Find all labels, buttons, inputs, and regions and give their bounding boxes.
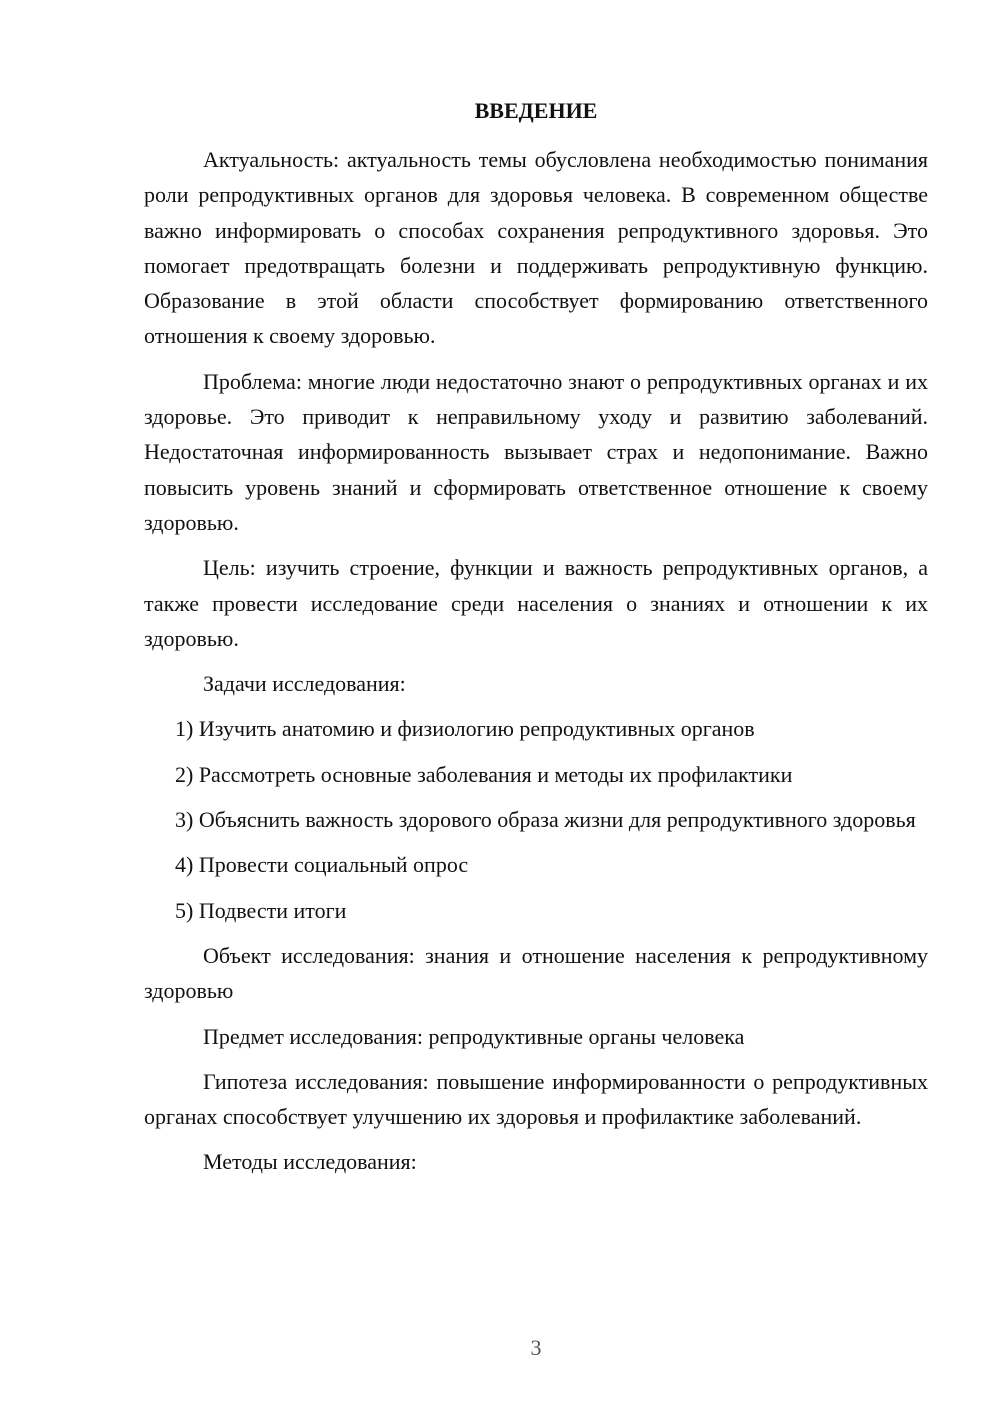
paragraph-subject: Предмет исследования: репродуктивные органы человека: [203, 1023, 745, 1049]
section-title: ВВЕДЕНИЕ: [474, 98, 598, 123]
paragraph-object: Объект исследования: знания и отношение населения к репродуктивному здоровью: [144, 942, 928, 1004]
paragraph-problem: Проблема: многие люди недостаточно знают о репродуктивных органах и их здоровье. Это приводит к неправильному уходу и развитию заболеваний. Недостаточная информированность вызывает страх и недопонимание. Важно повысить уровень знаний и сформировать ответственное отношение к своему здоровью.: [144, 368, 928, 535]
page-number: 3: [530, 1335, 542, 1360]
paragraph-relevance: Актуальность: актуальность темы обусловлена необходимостью понимания роли репродуктивных органов для здоровья человека. В современном обществе важно информировать о способах сохранения репродуктивного здоровья. Это помогает предотвращать болезни и поддерживать репродуктивную функцию. Образование в этой области способствует формированию ответственного отношения к своему здоровью.: [144, 147, 928, 349]
paragraph-methods: Методы исследования:: [203, 1149, 417, 1175]
paragraph-tasks-heading: Задачи исследования:: [203, 671, 406, 697]
paragraph-hypothesis: Гипотеза исследования: повышение информированности о репродуктивных органах способствует улучшению их здоровья и профилактике заболеваний.: [144, 1068, 928, 1130]
task-item-5: 5) Подвести итоги: [175, 897, 347, 923]
paragraph-goal: Цель: изучить строение, функции и важность репродуктивных органов, а также провести исследование среди населения о знаниях и отношении к их здоровью.: [144, 555, 928, 651]
task-item-3: 3) Объяснить важность здорового образа жизни для репродуктивного здоровья: [175, 807, 916, 833]
body-text: [144, 142, 928, 1190]
task-item-2: 2) Рассмотреть основные заболевания и методы их профилактики: [175, 761, 793, 787]
task-item-4: 4) Провести социальный опрос: [175, 852, 469, 878]
task-item-1: 1) Изучить анатомию и физиологию репродуктивных органов: [175, 716, 755, 742]
